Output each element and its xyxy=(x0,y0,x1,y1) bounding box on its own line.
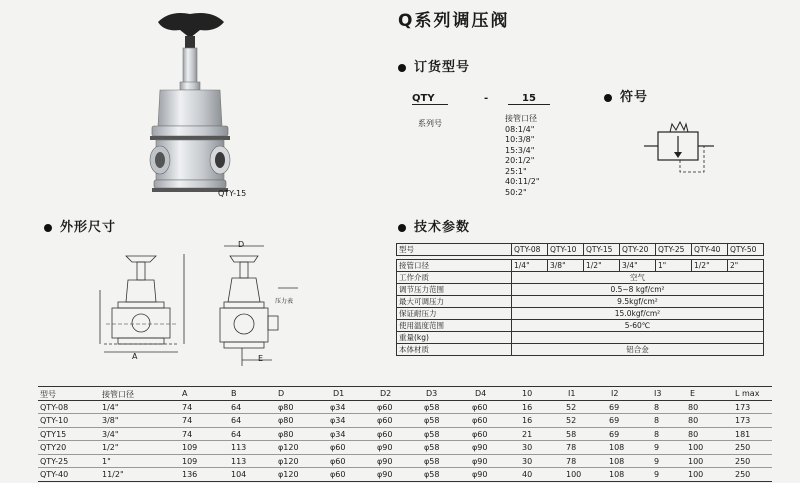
dim-label-a: A xyxy=(132,352,138,361)
dims-cell: 78 xyxy=(566,443,577,452)
page-title: Q系列调压阀 xyxy=(398,11,510,31)
order-code-dash: - xyxy=(484,93,489,104)
params-model-cell: QTY-50 xyxy=(728,244,764,256)
dims-cell: 74 xyxy=(182,416,193,425)
port-size-item: 50:2" xyxy=(505,187,527,197)
dims-cell: QTY15 xyxy=(40,429,67,439)
params-port-cell: 3/4" xyxy=(620,260,656,272)
section-outline-label: 外形尺寸 xyxy=(60,220,117,235)
regulator-symbol-icon xyxy=(640,112,720,178)
dims-cell: 40 xyxy=(522,470,533,479)
dims-cell: 109 xyxy=(182,456,198,466)
dims-cell: 3/4" xyxy=(102,429,119,439)
dims-cell: 108 xyxy=(609,456,625,466)
port-size-list xyxy=(505,114,540,198)
dims-cell: 8 xyxy=(654,416,660,425)
dims-cell: 64 xyxy=(231,416,242,425)
dims-header-cell: 10 xyxy=(522,389,533,398)
dims-header-cell: 接管口径 xyxy=(102,390,134,399)
dim-label-d: D xyxy=(238,240,245,249)
port-size-item: 20:1/2" xyxy=(505,156,535,165)
params-row xyxy=(397,296,764,308)
dims-cell: φ58 xyxy=(424,456,440,466)
section-order-label: 订货型号 xyxy=(414,60,471,75)
dims-cell: φ120 xyxy=(278,443,299,452)
dims-header-cell: D xyxy=(278,389,285,398)
params-model-cell: QTY-20 xyxy=(620,244,656,256)
port-size-item: 15:3/4" xyxy=(505,145,535,155)
params-row-value xyxy=(512,332,764,344)
dims-cell: φ90 xyxy=(377,470,393,479)
dims-cell: φ58 xyxy=(424,470,440,479)
dims-cell: 64 xyxy=(231,402,242,412)
params-port-cell: 3/8" xyxy=(548,260,584,272)
params-row-label: 重量(kg) xyxy=(397,332,512,344)
dims-header-cell: I2 xyxy=(611,389,619,398)
dims-cell: 9 xyxy=(654,443,660,452)
dims-row xyxy=(38,455,772,469)
dimensions-table xyxy=(38,386,772,482)
params-port-cell: 1" xyxy=(656,260,692,272)
dims-header-cell: D1 xyxy=(333,389,345,398)
dims-cell: φ80 xyxy=(278,402,294,412)
dims-header-cell: 型号 xyxy=(40,390,56,399)
dims-header-cell: L max xyxy=(735,389,760,398)
params-row-value: 0.5~8 kgf/cm² xyxy=(512,284,764,296)
params-row-value: 15.0kgf/cm² xyxy=(512,308,764,320)
dims-cell: 100 xyxy=(688,470,704,479)
dims-cell: 9 xyxy=(654,456,660,466)
dims-cell: 1/4" xyxy=(102,402,119,412)
dims-header-cell: I1 xyxy=(568,389,576,398)
dims-cell: φ60 xyxy=(472,402,488,412)
dims-cell: 69 xyxy=(609,429,620,439)
valve-photo xyxy=(130,8,250,203)
dims-cell: 100 xyxy=(688,456,704,466)
dims-cell: 100 xyxy=(688,443,704,452)
dims-cell: φ60 xyxy=(377,416,393,425)
params-header-label: 型号 xyxy=(397,244,512,256)
bullet-icon xyxy=(44,224,52,232)
dims-cell: 136 xyxy=(182,470,198,479)
section-tech xyxy=(398,216,470,235)
dims-cell: φ58 xyxy=(424,443,440,452)
dims-cell: 250 xyxy=(735,456,751,466)
params-row-label: 工作介质 xyxy=(397,272,512,284)
params-row-label: 保证耐压力 xyxy=(397,308,512,320)
params-port-label: 接管口径 xyxy=(397,260,512,272)
params-row-value: 9.5kgf/cm² xyxy=(512,296,764,308)
dims-cell: 69 xyxy=(609,402,620,412)
dims-cell: 250 xyxy=(735,443,751,452)
dims-cell: φ90 xyxy=(377,456,393,466)
dims-cell: 16 xyxy=(522,402,533,412)
dims-row xyxy=(38,401,772,415)
dims-cell: 52 xyxy=(566,416,577,425)
port-size-item: 08:1/4" xyxy=(505,124,535,134)
section-symbol-label: 符号 xyxy=(620,90,649,105)
params-row xyxy=(397,332,764,344)
dims-cell: QTY-25 xyxy=(40,456,69,466)
pressure-gauge-label: 压力表 xyxy=(275,298,294,305)
dim-label-e: E xyxy=(258,354,264,363)
dims-cell: 100 xyxy=(566,470,582,479)
params-header-row xyxy=(397,244,764,256)
params-port-cell: 2" xyxy=(728,260,764,272)
order-code-size: 15 xyxy=(508,93,550,105)
outline-drawing-front xyxy=(98,240,190,370)
dims-cell: 80 xyxy=(688,402,699,412)
dims-cell: φ60 xyxy=(472,416,488,425)
dims-cell: φ90 xyxy=(472,456,488,466)
dims-cell: 74 xyxy=(182,402,193,412)
params-row xyxy=(397,320,764,332)
params-port-cell: 1/4" xyxy=(512,260,548,272)
dims-cell: φ60 xyxy=(377,402,393,412)
dims-cell: φ60 xyxy=(330,443,346,452)
dims-row xyxy=(38,468,772,482)
dims-cell: φ60 xyxy=(330,470,346,479)
dims-cell: 104 xyxy=(231,470,247,479)
section-tech-label: 技术参数 xyxy=(414,220,471,235)
dims-cell: 30 xyxy=(522,443,533,452)
dims-header-cell: E xyxy=(690,389,696,398)
dims-cell: 21 xyxy=(522,429,533,439)
series-label: 系列号 xyxy=(418,119,442,128)
dims-cell: 250 xyxy=(735,470,751,479)
port-size-item: 10:3/8" xyxy=(505,135,535,144)
dims-cell: 80 xyxy=(688,429,699,439)
dims-cell: φ58 xyxy=(424,416,440,425)
dims-cell: 108 xyxy=(609,443,625,452)
order-code-series: QTY xyxy=(412,93,448,105)
section-symbol xyxy=(604,86,648,105)
params-model-cell: QTY-40 xyxy=(692,244,728,256)
params-row xyxy=(397,284,764,296)
dims-cell: 16 xyxy=(522,416,533,425)
dims-cell: φ60 xyxy=(377,429,393,439)
dims-cell: 181 xyxy=(735,429,751,439)
params-model-cell: QTY-08 xyxy=(512,244,548,256)
params-model-cell: QTY-25 xyxy=(656,244,692,256)
params-model-cell: QTY-15 xyxy=(584,244,620,256)
dims-cell: 80 xyxy=(688,416,699,425)
dims-cell: 1/2" xyxy=(102,443,119,452)
dims-cell: φ90 xyxy=(472,470,488,479)
dims-cell: 58 xyxy=(566,429,577,439)
params-row-label: 最大可调压力 xyxy=(397,296,512,308)
port-size-label: 接管口径 xyxy=(505,114,537,123)
dims-cell: φ80 xyxy=(278,416,294,425)
dims-cell: 74 xyxy=(182,429,193,439)
section-order xyxy=(398,56,470,75)
dims-cell: QTY-40 xyxy=(40,470,69,479)
params-row xyxy=(397,344,764,356)
dims-cell: 173 xyxy=(735,402,751,412)
dims-row xyxy=(38,428,772,442)
params-port-row xyxy=(397,260,764,272)
params-port-cell: 1/2" xyxy=(692,260,728,272)
params-row-label: 调节压力范围 xyxy=(397,284,512,296)
dims-header-cell: B xyxy=(231,389,237,398)
params-row-value: 5-60℃ xyxy=(512,320,764,332)
dims-cell: 52 xyxy=(566,402,577,412)
dims-cell: 9 xyxy=(654,470,660,479)
dims-cell: 1" xyxy=(102,456,111,466)
dims-cell: 11/2" xyxy=(102,470,124,479)
photo-caption: QTY-15 xyxy=(218,189,247,198)
params-row xyxy=(397,272,764,284)
dims-cell: 30 xyxy=(522,456,533,466)
dims-cell: φ34 xyxy=(330,416,346,425)
dims-cell: φ60 xyxy=(330,456,346,466)
dims-header-cell: A xyxy=(182,389,188,398)
dims-cell: φ58 xyxy=(424,429,440,439)
dims-cell: 8 xyxy=(654,402,660,412)
dims-cell: φ90 xyxy=(472,443,488,452)
dims-header-cell: D3 xyxy=(426,389,438,398)
dims-cell: 69 xyxy=(609,416,620,425)
dims-header-cell: D4 xyxy=(475,389,487,398)
outline-drawing-side xyxy=(212,240,304,370)
section-outline xyxy=(44,216,116,235)
dims-cell: 109 xyxy=(182,443,198,452)
dims-cell: φ60 xyxy=(472,429,488,439)
dims-cell: QTY20 xyxy=(40,443,67,452)
dims-cell: 113 xyxy=(231,443,247,452)
params-row-label: 使用温度范围 xyxy=(397,320,512,332)
dims-cell: φ120 xyxy=(278,456,299,466)
dims-cell: φ80 xyxy=(278,429,294,439)
dims-row xyxy=(38,414,772,428)
dims-cell: φ58 xyxy=(424,402,440,412)
bullet-icon xyxy=(604,94,612,102)
tech-params-table xyxy=(396,243,764,356)
dims-cell: 8 xyxy=(654,429,660,439)
params-row-label: 本体材质 xyxy=(397,344,512,356)
params-row-value: 空气 xyxy=(512,272,764,284)
dims-cell: 64 xyxy=(231,429,242,439)
dims-cell: QTY-10 xyxy=(40,416,69,425)
dims-cell: φ120 xyxy=(278,470,299,479)
dims-cell: φ90 xyxy=(377,443,393,452)
dims-cell: φ34 xyxy=(330,429,346,439)
port-size-item: 40:11/2" xyxy=(505,177,540,186)
params-port-cell: 1/2" xyxy=(584,260,620,272)
params-row-value: 铝合金 xyxy=(512,344,764,356)
port-size-item: 25:1" xyxy=(505,166,527,176)
params-row xyxy=(397,308,764,320)
dims-cell: 78 xyxy=(566,456,577,466)
dims-row xyxy=(38,441,772,455)
dims-cell: 113 xyxy=(231,456,247,466)
dims-cell: 108 xyxy=(609,470,625,479)
dims-header-cell: D2 xyxy=(380,389,392,398)
bullet-icon xyxy=(398,64,406,72)
params-model-cell: QTY-10 xyxy=(548,244,584,256)
dims-cell: φ34 xyxy=(330,402,346,412)
dims-cell: 173 xyxy=(735,416,751,425)
dims-cell: QTY-08 xyxy=(40,402,69,412)
dims-header-row xyxy=(38,386,772,401)
dims-cell: 3/8" xyxy=(102,416,119,425)
dims-header-cell: I3 xyxy=(654,389,662,398)
bullet-icon xyxy=(398,224,406,232)
